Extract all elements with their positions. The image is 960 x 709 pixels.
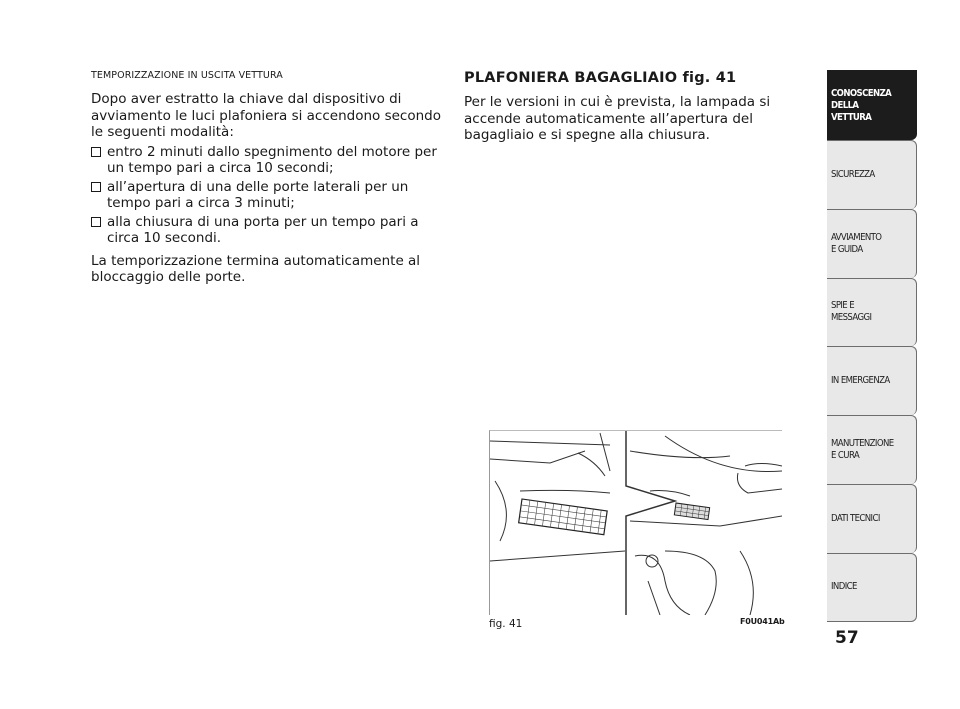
- tab-indice[interactable]: INDICE: [827, 553, 917, 622]
- trunk-lamp-illustration: [490, 431, 782, 615]
- tab-conoscenza-della-vettura[interactable]: CONOSCENZA DELLA VETTURA: [827, 70, 917, 140]
- list-item: alla chiusura di una porta per un tempo pari a circa 10 secondi.: [91, 214, 451, 247]
- figure-caption: fig. 41: [489, 618, 523, 630]
- checkbox-bullet-icon: [91, 147, 101, 157]
- tab-sicurezza[interactable]: SICUREZZA: [827, 140, 917, 209]
- description-paragraph: Per le versioni in cui è prevista, la lampada si accende automaticamente all’apertura del bagagliaio e si spegne alla chiusura.: [464, 94, 771, 143]
- checkbox-bullet-icon: [91, 217, 101, 227]
- tab-in-emergenza[interactable]: IN EMERGENZA: [827, 346, 917, 415]
- bullet-list: [91, 144, 451, 247]
- chapter-tabs: [827, 70, 917, 622]
- page-number: 57: [835, 628, 859, 648]
- left-column: [91, 70, 451, 289]
- checkbox-bullet-icon: [91, 182, 101, 192]
- closing-paragraph: La temporizzazione termina automaticamente al bloccaggio delle porte.: [91, 252, 421, 285]
- figure-illustration: [489, 430, 782, 615]
- list-item: all’apertura di una delle porte laterali per un tempo pari a circa 3 minuti;: [91, 179, 451, 212]
- figure-code: F0U041Ab: [740, 617, 785, 626]
- tab-avviamento-e-guida[interactable]: AVVIAMENTO E GUIDA: [827, 209, 917, 278]
- tab-spie-e-messaggi[interactable]: SPIE E MESSAGGI: [827, 278, 917, 347]
- list-item: entro 2 minuti dallo spegnimento del motore per un tempo pari a circa 10 secondi;: [91, 144, 451, 177]
- intro-paragraph: Dopo aver estratto la chiave dal dispositivo di avviamento le luci plafoniera si accendono secondo le seguenti modalità:: [91, 91, 441, 140]
- tab-dati-tecnici[interactable]: DATI TECNICI: [827, 484, 917, 553]
- section-heading: PLAFONIERA BAGAGLIAIO fig. 41: [464, 70, 737, 86]
- right-column: [464, 70, 809, 147]
- tab-manutenzione-e-cura[interactable]: MANUTENZIONE E CURA: [827, 415, 917, 484]
- section-label: TEMPORIZZAZIONE IN USCITA VETTURA: [91, 70, 283, 81]
